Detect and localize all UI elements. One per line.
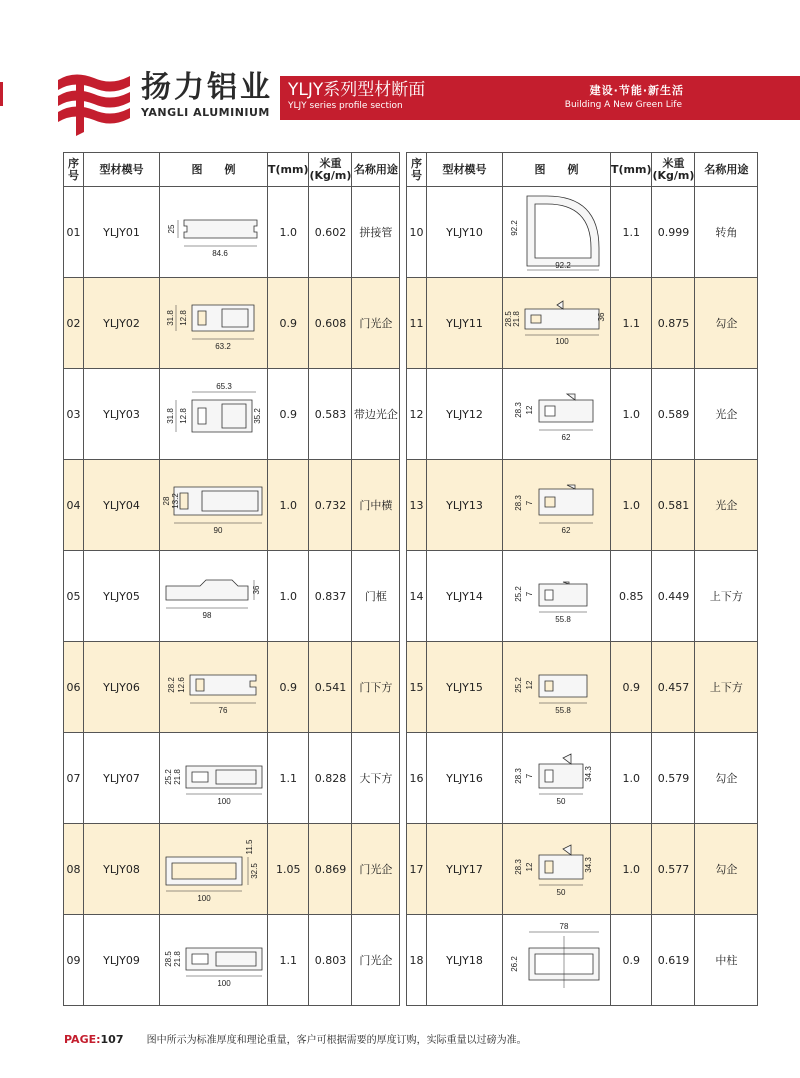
dimension-label: 35.2: [252, 408, 262, 424]
profile-outline: [184, 220, 257, 238]
seq-cell: 17: [407, 824, 427, 915]
diagram-cell: [503, 278, 611, 369]
seq-cell: 11: [407, 278, 427, 369]
seq-cell: 05: [64, 551, 84, 642]
profile-diagram-15: [505, 645, 609, 729]
header-weight: 米重(Kg/m): [309, 153, 352, 187]
thickness-cell: 0.85: [611, 551, 652, 642]
profile-diagram-03: [162, 372, 266, 456]
dimension-label: 84.6: [211, 249, 228, 258]
profile-outline: [190, 675, 256, 695]
weight-cell: 0.589: [652, 369, 695, 460]
usage-cell: 勾企: [695, 824, 758, 915]
weight-cell: 0.803: [309, 915, 352, 1006]
header-model: 型材模号: [427, 153, 503, 187]
profile-outline: [539, 754, 583, 788]
model-cell: YLJY10: [427, 187, 503, 278]
profile-outline: [166, 857, 242, 885]
dimension-label: 62: [561, 433, 570, 442]
dimension-label: 34.3: [583, 766, 593, 782]
model-cell: YLJY16: [427, 733, 503, 824]
dimension-label: 65.3: [215, 382, 232, 391]
model-cell: YLJY02: [84, 278, 160, 369]
diagram-cell: [160, 642, 268, 733]
dimension-label: 12: [524, 405, 534, 415]
weight-cell: 0.602: [309, 187, 352, 278]
model-cell: YLJY15: [427, 642, 503, 733]
dimension-label: 92.2: [554, 261, 571, 270]
diagram-cell: [503, 915, 611, 1006]
slogan-cn: 建设·节能·新生活: [589, 84, 684, 97]
header-usage: 名称用途: [695, 153, 758, 187]
table-row: [64, 733, 400, 824]
weight-cell: 0.581: [652, 460, 695, 551]
model-cell: YLJY06: [84, 642, 160, 733]
thickness-cell: 1.1: [268, 915, 309, 1006]
seq-cell: 06: [64, 642, 84, 733]
table-row: [407, 460, 758, 551]
dimension-label: 32.5: [249, 863, 259, 879]
weight-cell: 0.541: [309, 642, 352, 733]
header-thickness: T(mm): [268, 153, 309, 187]
dimension-label: 31.8: [165, 408, 175, 424]
usage-cell: 转角: [695, 187, 758, 278]
weight-cell: 0.875: [652, 278, 695, 369]
weight-cell: 0.732: [309, 460, 352, 551]
table-row: [407, 369, 758, 460]
profile-outline: [192, 400, 252, 432]
thickness-cell: 0.9: [611, 642, 652, 733]
weight-cell: 0.583: [309, 369, 352, 460]
profile-outline: [527, 196, 599, 266]
profile-outline: [539, 582, 587, 606]
profile-diagram-04: [162, 463, 266, 547]
thickness-cell: 1.0: [268, 187, 309, 278]
page-label: PAGE:: [64, 1033, 101, 1046]
profile-diagram-16: [505, 736, 609, 820]
dimension-label: 21.8: [172, 769, 182, 785]
diagram-cell: [160, 915, 268, 1006]
dimension-label: 98: [202, 611, 211, 620]
dimension-label: 7: [524, 773, 534, 779]
weight-cell: 0.577: [652, 824, 695, 915]
diagram-cell: [160, 824, 268, 915]
model-cell: YLJY18: [427, 915, 503, 1006]
dimension-label: 13.2: [170, 493, 180, 509]
seq-cell: 16: [407, 733, 427, 824]
weight-cell: 0.828: [309, 733, 352, 824]
dimension-label: 28.3: [513, 495, 523, 511]
dimension-label: 28.3: [513, 402, 523, 418]
weight-cell: 0.579: [652, 733, 695, 824]
model-cell: YLJY12: [427, 369, 503, 460]
diagram-cell: [503, 551, 611, 642]
diagram-cell: [503, 369, 611, 460]
dimension-label: 63.2: [214, 342, 231, 351]
model-cell: YLJY04: [84, 460, 160, 551]
profile-diagram-05: [162, 554, 266, 638]
profile-diagram-13: [505, 463, 609, 547]
dimension-label: 90: [213, 526, 222, 535]
seq-cell: 14: [407, 551, 427, 642]
table-row: [64, 824, 400, 915]
dimension-label: 25.2: [163, 769, 173, 785]
series-title: YLJY系列型材断面: [288, 80, 426, 100]
seq-cell: 12: [407, 369, 427, 460]
dimension-label: 36: [251, 585, 261, 595]
header-weight: 米重(Kg/m): [652, 153, 695, 187]
profile-outline: [186, 766, 262, 788]
dimension-label: 31.8: [165, 310, 175, 326]
dimension-label: 25.2: [513, 586, 523, 602]
thickness-cell: 1.05: [268, 824, 309, 915]
usage-cell: 门光企: [352, 915, 400, 1006]
dimension-label: 100: [554, 337, 569, 346]
dimension-label: 62: [561, 526, 570, 535]
dimension-label: 7: [524, 500, 534, 506]
header-diagram: 图 例: [160, 153, 268, 187]
usage-cell: 上下方: [695, 551, 758, 642]
table-row: [407, 187, 758, 278]
dimension-label: 28.5: [503, 311, 513, 327]
header-band: [280, 76, 800, 120]
weight-cell: 0.869: [309, 824, 352, 915]
dimension-label: 76: [218, 706, 227, 715]
diagram-cell: [503, 460, 611, 551]
model-cell: YLJY09: [84, 915, 160, 1006]
profile-outline: [525, 301, 599, 329]
weight-cell: 0.837: [309, 551, 352, 642]
usage-cell: 门下方: [352, 642, 400, 733]
model-cell: YLJY17: [427, 824, 503, 915]
model-cell: YLJY05: [84, 551, 160, 642]
dimension-label: 100: [196, 894, 211, 903]
usage-cell: 门光企: [352, 824, 400, 915]
thickness-cell: 1.0: [268, 460, 309, 551]
seq-cell: 18: [407, 915, 427, 1006]
dimension-label: 12.8: [178, 310, 188, 326]
profile-diagram-02: [162, 281, 266, 365]
profile-outline: [192, 305, 254, 331]
seq-cell: 13: [407, 460, 427, 551]
header-model: 型材模号: [84, 153, 160, 187]
dimension-label: 100: [216, 797, 231, 806]
diagram-cell: [160, 460, 268, 551]
yangli-logo-icon: [54, 70, 134, 138]
dimension-label: 28.5: [163, 951, 173, 967]
dimension-label: 55.8: [554, 615, 571, 624]
header-seq: 序号: [407, 153, 427, 187]
page-footer: [64, 1031, 527, 1046]
diagram-cell: [503, 733, 611, 824]
brand-name-en: YANGLI ALUMINIUM: [141, 106, 270, 119]
diagram-cell: [160, 187, 268, 278]
dimension-label: 50: [556, 888, 565, 897]
dimension-label: 55.8: [554, 706, 571, 715]
seq-cell: 02: [64, 278, 84, 369]
profile-outline: [174, 487, 262, 515]
profile-table-left: [63, 152, 400, 1006]
usage-cell: 勾企: [695, 278, 758, 369]
seq-cell: 10: [407, 187, 427, 278]
table-row: [407, 278, 758, 369]
dimension-label: 28.3: [513, 768, 523, 784]
usage-cell: 门框: [352, 551, 400, 642]
diagram-cell: [160, 733, 268, 824]
profile-diagram-14: [505, 554, 609, 638]
usage-cell: 中柱: [695, 915, 758, 1006]
thickness-cell: 1.0: [611, 460, 652, 551]
dimension-label: 12: [524, 680, 534, 690]
model-cell: YLJY13: [427, 460, 503, 551]
table-row: [64, 642, 400, 733]
seq-cell: 09: [64, 915, 84, 1006]
dimension-label: 12.6: [176, 677, 186, 693]
thickness-cell: 0.9: [268, 369, 309, 460]
table-row: [64, 278, 400, 369]
dimension-label: 92.2: [509, 220, 519, 236]
diagram-cell: [503, 642, 611, 733]
diagram-cell: [503, 187, 611, 278]
thickness-cell: 0.9: [268, 642, 309, 733]
model-cell: YLJY08: [84, 824, 160, 915]
dimension-label: 25: [166, 224, 176, 234]
profile-diagram-11: [505, 281, 609, 365]
table-row: [407, 551, 758, 642]
profile-outline: [539, 675, 587, 697]
weight-cell: 0.449: [652, 551, 695, 642]
profile-diagram-10: [505, 190, 609, 274]
profile-diagram-17: [505, 827, 609, 911]
thickness-cell: 0.9: [611, 915, 652, 1006]
page-number: 107: [100, 1033, 124, 1046]
model-cell: YLJY11: [427, 278, 503, 369]
profile-outline: [539, 845, 583, 879]
table-row: [407, 642, 758, 733]
footer-note: 图中所示为标准厚度和理论重量，客户可根据需要的厚度订购，实际重量以过磅为准。: [146, 1035, 527, 1046]
profile-outline: [539, 394, 593, 422]
series-subtitle: YLJY series profile section: [288, 101, 403, 111]
header-usage: 名称用途: [352, 153, 400, 187]
thickness-cell: 1.1: [611, 187, 652, 278]
dimension-label: 50: [556, 797, 565, 806]
profile-diagram-08: [162, 827, 266, 911]
weight-cell: 0.999: [652, 187, 695, 278]
table-row: [407, 733, 758, 824]
usage-cell: 勾企: [695, 733, 758, 824]
dimension-label: 28.2: [166, 677, 176, 693]
seq-cell: 03: [64, 369, 84, 460]
thickness-cell: 1.0: [611, 733, 652, 824]
seq-cell: 04: [64, 460, 84, 551]
weight-cell: 0.619: [652, 915, 695, 1006]
thickness-cell: 1.0: [611, 369, 652, 460]
seq-cell: 15: [407, 642, 427, 733]
header-seq: 序号: [64, 153, 84, 187]
diagram-cell: [160, 369, 268, 460]
usage-cell: 带边光企: [352, 369, 400, 460]
model-cell: YLJY03: [84, 369, 160, 460]
thickness-cell: 1.1: [611, 278, 652, 369]
weight-cell: 0.608: [309, 278, 352, 369]
slogan-en: Building A New Green Life: [564, 100, 682, 110]
usage-cell: 光企: [695, 460, 758, 551]
usage-cell: 上下方: [695, 642, 758, 733]
weight-cell: 0.457: [652, 642, 695, 733]
dimension-label: 7: [524, 591, 534, 597]
dimension-label: 100: [216, 979, 231, 988]
profile-outline: [186, 948, 262, 970]
dimension-label: 21.8: [172, 951, 182, 967]
diagram-cell: [503, 824, 611, 915]
model-cell: YLJY01: [84, 187, 160, 278]
seq-cell: 07: [64, 733, 84, 824]
usage-cell: 门中横: [352, 460, 400, 551]
model-cell: YLJY14: [427, 551, 503, 642]
usage-cell: 拼接管: [352, 187, 400, 278]
profile-table-right: [406, 152, 758, 1006]
profile-outline: [166, 580, 248, 600]
profile-diagram-06: [162, 645, 266, 729]
thickness-cell: 1.0: [611, 824, 652, 915]
table-row: [407, 824, 758, 915]
usage-cell: 大下方: [352, 733, 400, 824]
table-row: [64, 551, 400, 642]
dimension-label: 28: [161, 496, 171, 506]
dimension-label: 28.3: [513, 859, 523, 875]
profile-diagram-07: [162, 736, 266, 820]
brand-name-cn: 扬力铝业: [141, 70, 273, 105]
diagram-cell: [160, 278, 268, 369]
usage-cell: 门光企: [352, 278, 400, 369]
table-row: [64, 369, 400, 460]
table-row: [64, 187, 400, 278]
dimension-label: 12.8: [178, 408, 188, 424]
edge-marker: [0, 82, 3, 106]
header-thickness: T(mm): [611, 153, 652, 187]
thickness-cell: 1.0: [268, 551, 309, 642]
dimension-label: 25.2: [513, 677, 523, 693]
header-diagram: 图 例: [503, 153, 611, 187]
dimension-label: 21.8: [511, 311, 521, 327]
dimension-label: 78: [559, 922, 568, 931]
diagram-cell: [160, 551, 268, 642]
dimension-label: 36: [596, 312, 606, 322]
table-row: [64, 915, 400, 1006]
table-row: [64, 460, 400, 551]
profile-diagram-12: [505, 372, 609, 456]
thickness-cell: 1.1: [268, 733, 309, 824]
profile-diagram-09: [162, 918, 266, 1002]
profile-outline: [539, 485, 593, 515]
seq-cell: 08: [64, 824, 84, 915]
profile-diagram-01: [162, 190, 266, 274]
dimension-label: 12: [524, 862, 534, 872]
thickness-cell: 0.9: [268, 278, 309, 369]
table-row: [407, 915, 758, 1006]
profile-diagram-18: [505, 918, 609, 1002]
model-cell: YLJY07: [84, 733, 160, 824]
dimension-label: 11.5: [244, 839, 254, 855]
seq-cell: 01: [64, 187, 84, 278]
dimension-label: 34.3: [583, 857, 593, 873]
usage-cell: 光企: [695, 369, 758, 460]
dimension-label: 26.2: [509, 956, 519, 972]
